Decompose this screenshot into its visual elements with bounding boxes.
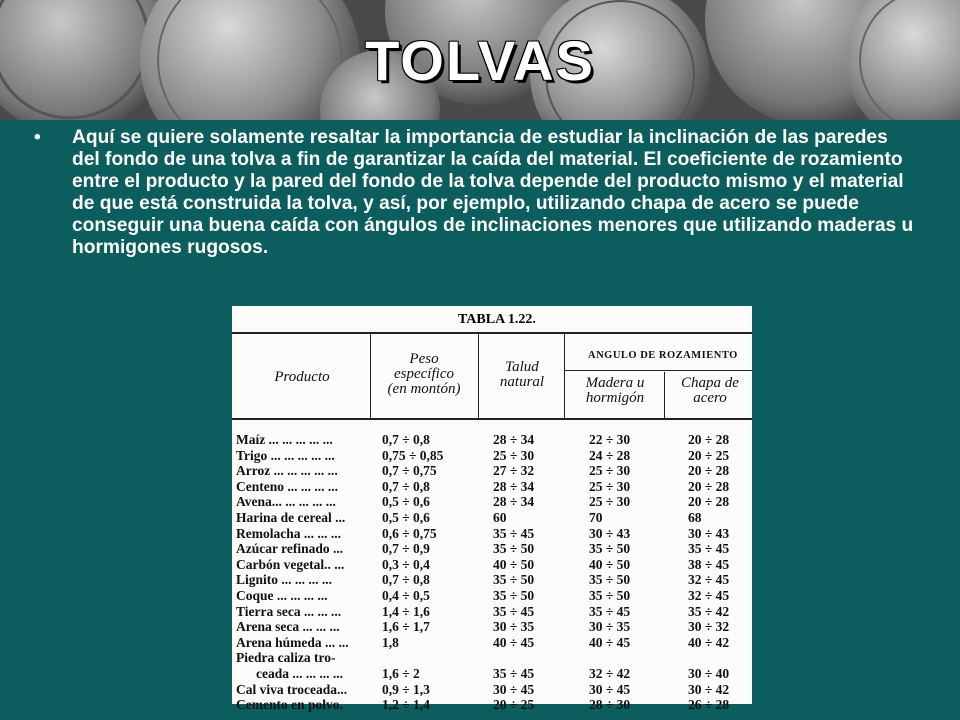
slide-title: TOLVAS (365, 29, 595, 92)
cell-madera: 22 ÷ 30 (589, 432, 631, 447)
cell-producto: Cemento en polvo. (236, 697, 343, 713)
cell-peso: 1,6 ÷ 2 (382, 665, 420, 681)
table-row (232, 666, 752, 682)
cell-producto: Lignito ... ... ... ... (236, 572, 333, 588)
cell-chapa: 32 ÷ 45 (688, 587, 730, 603)
table-row (232, 541, 752, 557)
cell-producto: Harina de cereal ... (236, 509, 346, 525)
cell-talud: 30 ÷ 45 (493, 681, 535, 697)
col-divider-4 (664, 372, 665, 418)
cell-peso: 1,6 ÷ 1,7 (382, 619, 430, 635)
table-row (232, 526, 752, 542)
table-row (232, 650, 752, 666)
cell-talud: 35 ÷ 50 (493, 587, 535, 603)
cell-chapa: 26 ÷ 28 (688, 697, 730, 713)
cell-chapa: 20 ÷ 28 (688, 463, 730, 479)
header-madera-2: hormigón (585, 390, 645, 406)
col-divider-2 (478, 334, 479, 418)
cell-madera: 24 ÷ 28 (589, 447, 631, 463)
cell-producto: Arena húmeda ... ... (236, 634, 349, 650)
cell-madera: 35 ÷ 50 (589, 541, 631, 557)
cell-madera: 25 ÷ 30 (589, 463, 631, 479)
angle-header-rule (564, 370, 752, 371)
cell-peso: 0,7 ÷ 0,8 (382, 572, 430, 588)
scanned-table (232, 306, 752, 713)
cell-peso: 1,2 ÷ 1,4 (382, 697, 430, 713)
cell-talud: 35 ÷ 45 (493, 603, 535, 619)
header-chapa-1: Chapa de (681, 375, 739, 391)
cell-madera: 35 ÷ 45 (589, 603, 631, 619)
table-body (232, 432, 752, 713)
cell-chapa: 20 ÷ 28 (688, 494, 730, 510)
coins-banner (0, 0, 960, 120)
cell-producto: Piedra caliza tro- (236, 650, 336, 666)
header-talud-2: natural (499, 374, 545, 390)
cell-chapa: 20 ÷ 28 (688, 478, 730, 494)
cell-talud: 27 ÷ 32 (493, 463, 535, 479)
cell-talud: 28 ÷ 34 (493, 432, 535, 447)
header-chapa-2: acero (693, 390, 727, 406)
bullet-paragraph: Aquí se quiere solamente resaltar la importancia de estudiar la inclinación de las paredes del fondo de una tolva a fin de garantizar la caída del material. El coeficiente de rozamiento entre el producto y la pared del fondo de la tolva depende del producto mismo y el material de que está construida la tolva, y así, por ejemplo, utilizando chapa de acero se puede conseguir una buena caída con ángulos de inclinaciones menores que utilizando maderas u hormigones rugosos. (72, 127, 914, 258)
bullet-item (34, 127, 914, 259)
col-divider-3 (564, 334, 565, 418)
cell-producto: Centeno ... ... ... ... (236, 478, 338, 494)
cell-peso: 0,75 ÷ 0,85 (382, 447, 444, 463)
cell-talud: 35 ÷ 50 (493, 541, 535, 557)
table-row (232, 557, 752, 573)
cell-madera: 70 (589, 509, 603, 525)
table-row (232, 432, 752, 448)
cell-peso: 0,5 ÷ 0,6 (382, 494, 430, 510)
cell-peso: 0,9 ÷ 1,3 (382, 681, 430, 697)
cell-peso: 0,5 ÷ 0,6 (382, 509, 430, 525)
bullet-marker: • (34, 127, 41, 148)
cell-talud: 30 ÷ 35 (493, 619, 535, 635)
cell-chapa: 35 ÷ 42 (688, 603, 730, 619)
cell-talud: 35 ÷ 45 (493, 665, 535, 681)
cell-producto: Avena... ... ... ... ... (236, 494, 336, 510)
cell-producto: Tierra seca ... ... ... (236, 603, 342, 619)
header-producto: Producto (274, 369, 330, 385)
table-caption: TABLA 1.22. (458, 312, 536, 327)
cell-producto: Azúcar refinado ... (236, 541, 344, 557)
cell-producto: ceada ... ... ... ... (256, 665, 343, 681)
header-angulo: ANGULO DE ROZAMIENTO (588, 350, 738, 361)
cell-producto: Remolacha ... ... ... (236, 525, 341, 541)
cell-peso: 0,7 ÷ 0,9 (382, 541, 430, 557)
table-top-rule (232, 332, 752, 334)
cell-peso: 0,7 ÷ 0,75 (382, 463, 437, 479)
cell-talud: 35 ÷ 45 (493, 525, 535, 541)
cell-producto: Coque ... ... ... ... (236, 587, 328, 603)
table-row (232, 682, 752, 698)
cell-peso: 0,6 ÷ 0,75 (382, 525, 437, 541)
cell-producto: Maíz ... ... ... ... ... (236, 432, 333, 447)
cell-chapa: 38 ÷ 45 (688, 556, 730, 572)
cell-chapa: 30 ÷ 42 (688, 681, 730, 697)
table-row (232, 635, 752, 651)
table-row (232, 463, 752, 479)
table-row (232, 697, 752, 713)
header-peso-1: Peso (409, 351, 439, 367)
cell-madera: 28 ÷ 30 (589, 697, 631, 713)
cell-madera: 30 ÷ 43 (589, 525, 631, 541)
table-row (232, 510, 752, 526)
cell-madera: 40 ÷ 50 (589, 556, 631, 572)
cell-producto: Arena seca ... ... ... (236, 619, 340, 635)
cell-madera: 30 ÷ 35 (589, 619, 631, 635)
table-row (232, 619, 752, 635)
header-madera-1: Madera u (585, 375, 645, 391)
cell-chapa: 30 ÷ 32 (688, 619, 730, 635)
cell-peso: 1,4 ÷ 1,6 (382, 603, 430, 619)
cell-producto: Cal viva troceada... (236, 681, 348, 697)
cell-talud: 35 ÷ 50 (493, 572, 535, 588)
cell-chapa: 30 ÷ 40 (688, 665, 730, 681)
cell-peso: 0,7 ÷ 0,8 (382, 478, 430, 494)
cell-madera: 35 ÷ 50 (589, 587, 631, 603)
cell-madera: 30 ÷ 45 (589, 681, 631, 697)
table-row (232, 604, 752, 620)
cell-talud: 20 ÷ 25 (493, 697, 535, 713)
cell-chapa: 40 ÷ 42 (688, 634, 730, 650)
table-row (232, 448, 752, 464)
cell-peso: 0,4 ÷ 0,5 (382, 587, 430, 603)
cell-madera: 35 ÷ 50 (589, 572, 631, 588)
cell-chapa: 30 ÷ 43 (688, 525, 730, 541)
cell-chapa: 20 ÷ 25 (688, 447, 730, 463)
cell-producto: Trigo ... ... ... ... ... (236, 447, 335, 463)
cell-peso: 0,7 ÷ 0,8 (382, 432, 430, 447)
cell-madera: 25 ÷ 30 (589, 478, 631, 494)
table-row (232, 479, 752, 495)
cell-chapa: 32 ÷ 45 (688, 572, 730, 588)
cell-talud: 40 ÷ 50 (493, 556, 535, 572)
cell-madera: 25 ÷ 30 (589, 494, 631, 510)
cell-talud: 25 ÷ 30 (493, 447, 535, 463)
header-talud-1: Talud (505, 359, 539, 375)
table-row (232, 572, 752, 588)
cell-producto: Arroz ... ... ... ... ... (236, 463, 338, 479)
cell-peso: 1,8 (382, 634, 399, 650)
cell-talud: 40 ÷ 45 (493, 634, 535, 650)
cell-chapa: 68 (688, 509, 702, 525)
cell-producto: Carbón vegetal.. ... (236, 556, 345, 572)
table-header-rule (232, 418, 752, 420)
table-row (232, 588, 752, 604)
cell-peso: 0,3 ÷ 0,4 (382, 556, 430, 572)
cell-talud: 28 ÷ 34 (493, 494, 535, 510)
cell-madera: 32 ÷ 42 (589, 665, 631, 681)
cell-talud: 60 (493, 509, 507, 525)
cell-talud: 28 ÷ 34 (493, 478, 535, 494)
cell-chapa: 35 ÷ 45 (688, 541, 730, 557)
cell-madera: 40 ÷ 45 (589, 634, 631, 650)
header-peso-3: (en montón) (387, 381, 461, 397)
col-divider-1 (370, 334, 371, 418)
cell-chapa: 20 ÷ 28 (688, 432, 730, 447)
header-peso-2: específico (394, 366, 454, 382)
table-row (232, 494, 752, 510)
